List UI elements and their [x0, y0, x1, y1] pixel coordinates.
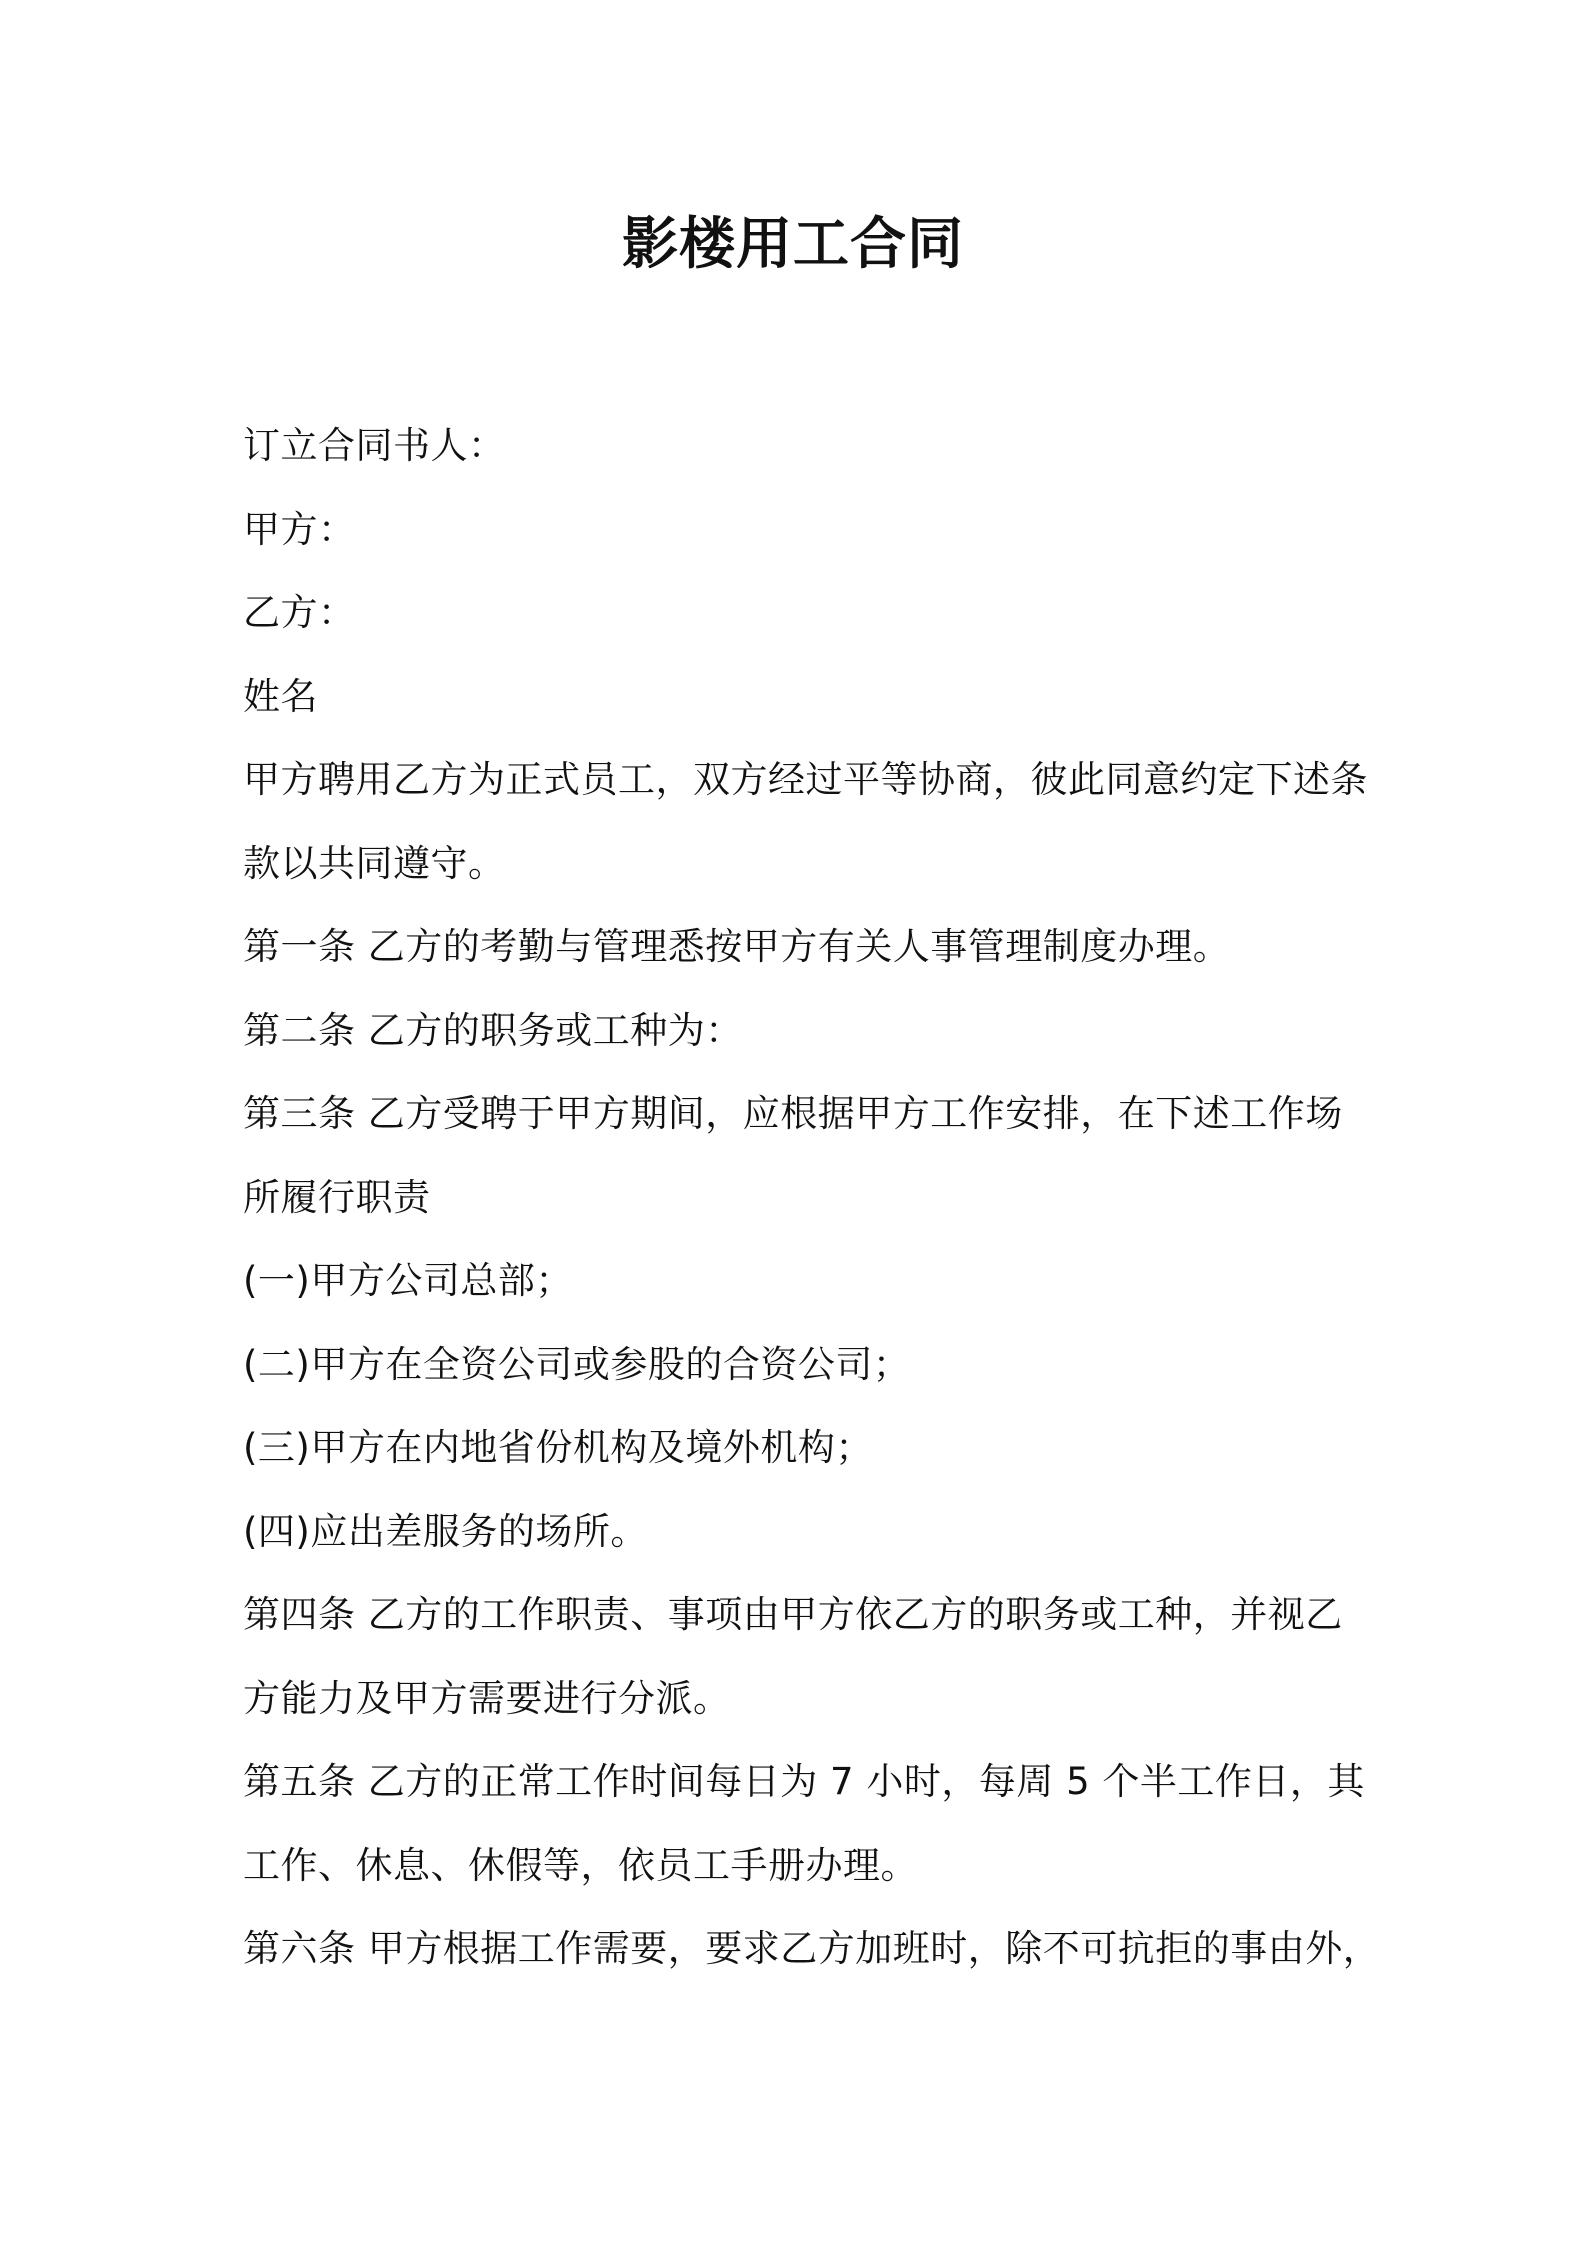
text-line-article-4-b: 方能力及甲方需要进行分派。: [243, 1676, 731, 1720]
text-line-article-1: 第一条 乙方的考勤与管理悉按甲方有关人事管理制度办理。: [243, 925, 1231, 968]
text-line-party-a: 甲方：: [243, 507, 356, 551]
text-line-article-2: 第二条 乙方的职务或工种为：: [243, 1008, 743, 1052]
text-line-article-3-b: 所履行职责: [243, 1175, 431, 1219]
text-line-item-1: (一)甲方公司总部；: [243, 1259, 573, 1302]
text-line-article-5-a: 第五条 乙方的正常工作时间每日为 7 小时，每周 5 个半工作日，其: [243, 1760, 1365, 1803]
text-line-parties-heading: 订立合同书人：: [243, 424, 506, 467]
text-line-party-b: 乙方：: [243, 591, 356, 634]
document-title: 影楼用工合同: [622, 212, 964, 277]
text-line-name: 姓名: [243, 674, 318, 718]
text-line-item-2: (二)甲方在全资公司或参股的合资公司；: [243, 1342, 911, 1386]
text-line-item-3: (三)甲方在内地省份机构及境外机构；: [243, 1426, 873, 1469]
text-line-article-4-a: 第四条 乙方的工作职责、事项由甲方依乙方的职务或工种，并视乙: [243, 1593, 1343, 1636]
document-body: [243, 404, 1381, 1991]
text-line-item-4: (四)应出差服务的场所。: [243, 1509, 648, 1553]
text-line-preamble-1: 甲方聘用乙方为正式员工，双方经过平等协商，彼此同意约定下述条: [243, 758, 1368, 801]
text-line-preamble-2: 款以共同遵守。: [243, 841, 506, 885]
text-line-article-6-a: 第六条 甲方根据工作需要，要求乙方加班时，除不可抗拒的事由外，: [243, 1927, 1381, 1970]
text-line-article-5-b: 工作、休息、休假等，依员工手册办理。: [243, 1843, 918, 1887]
text-line-article-3-a: 第三条 乙方受聘于甲方期间，应根据甲方工作安排，在下述工作场: [243, 1092, 1343, 1135]
